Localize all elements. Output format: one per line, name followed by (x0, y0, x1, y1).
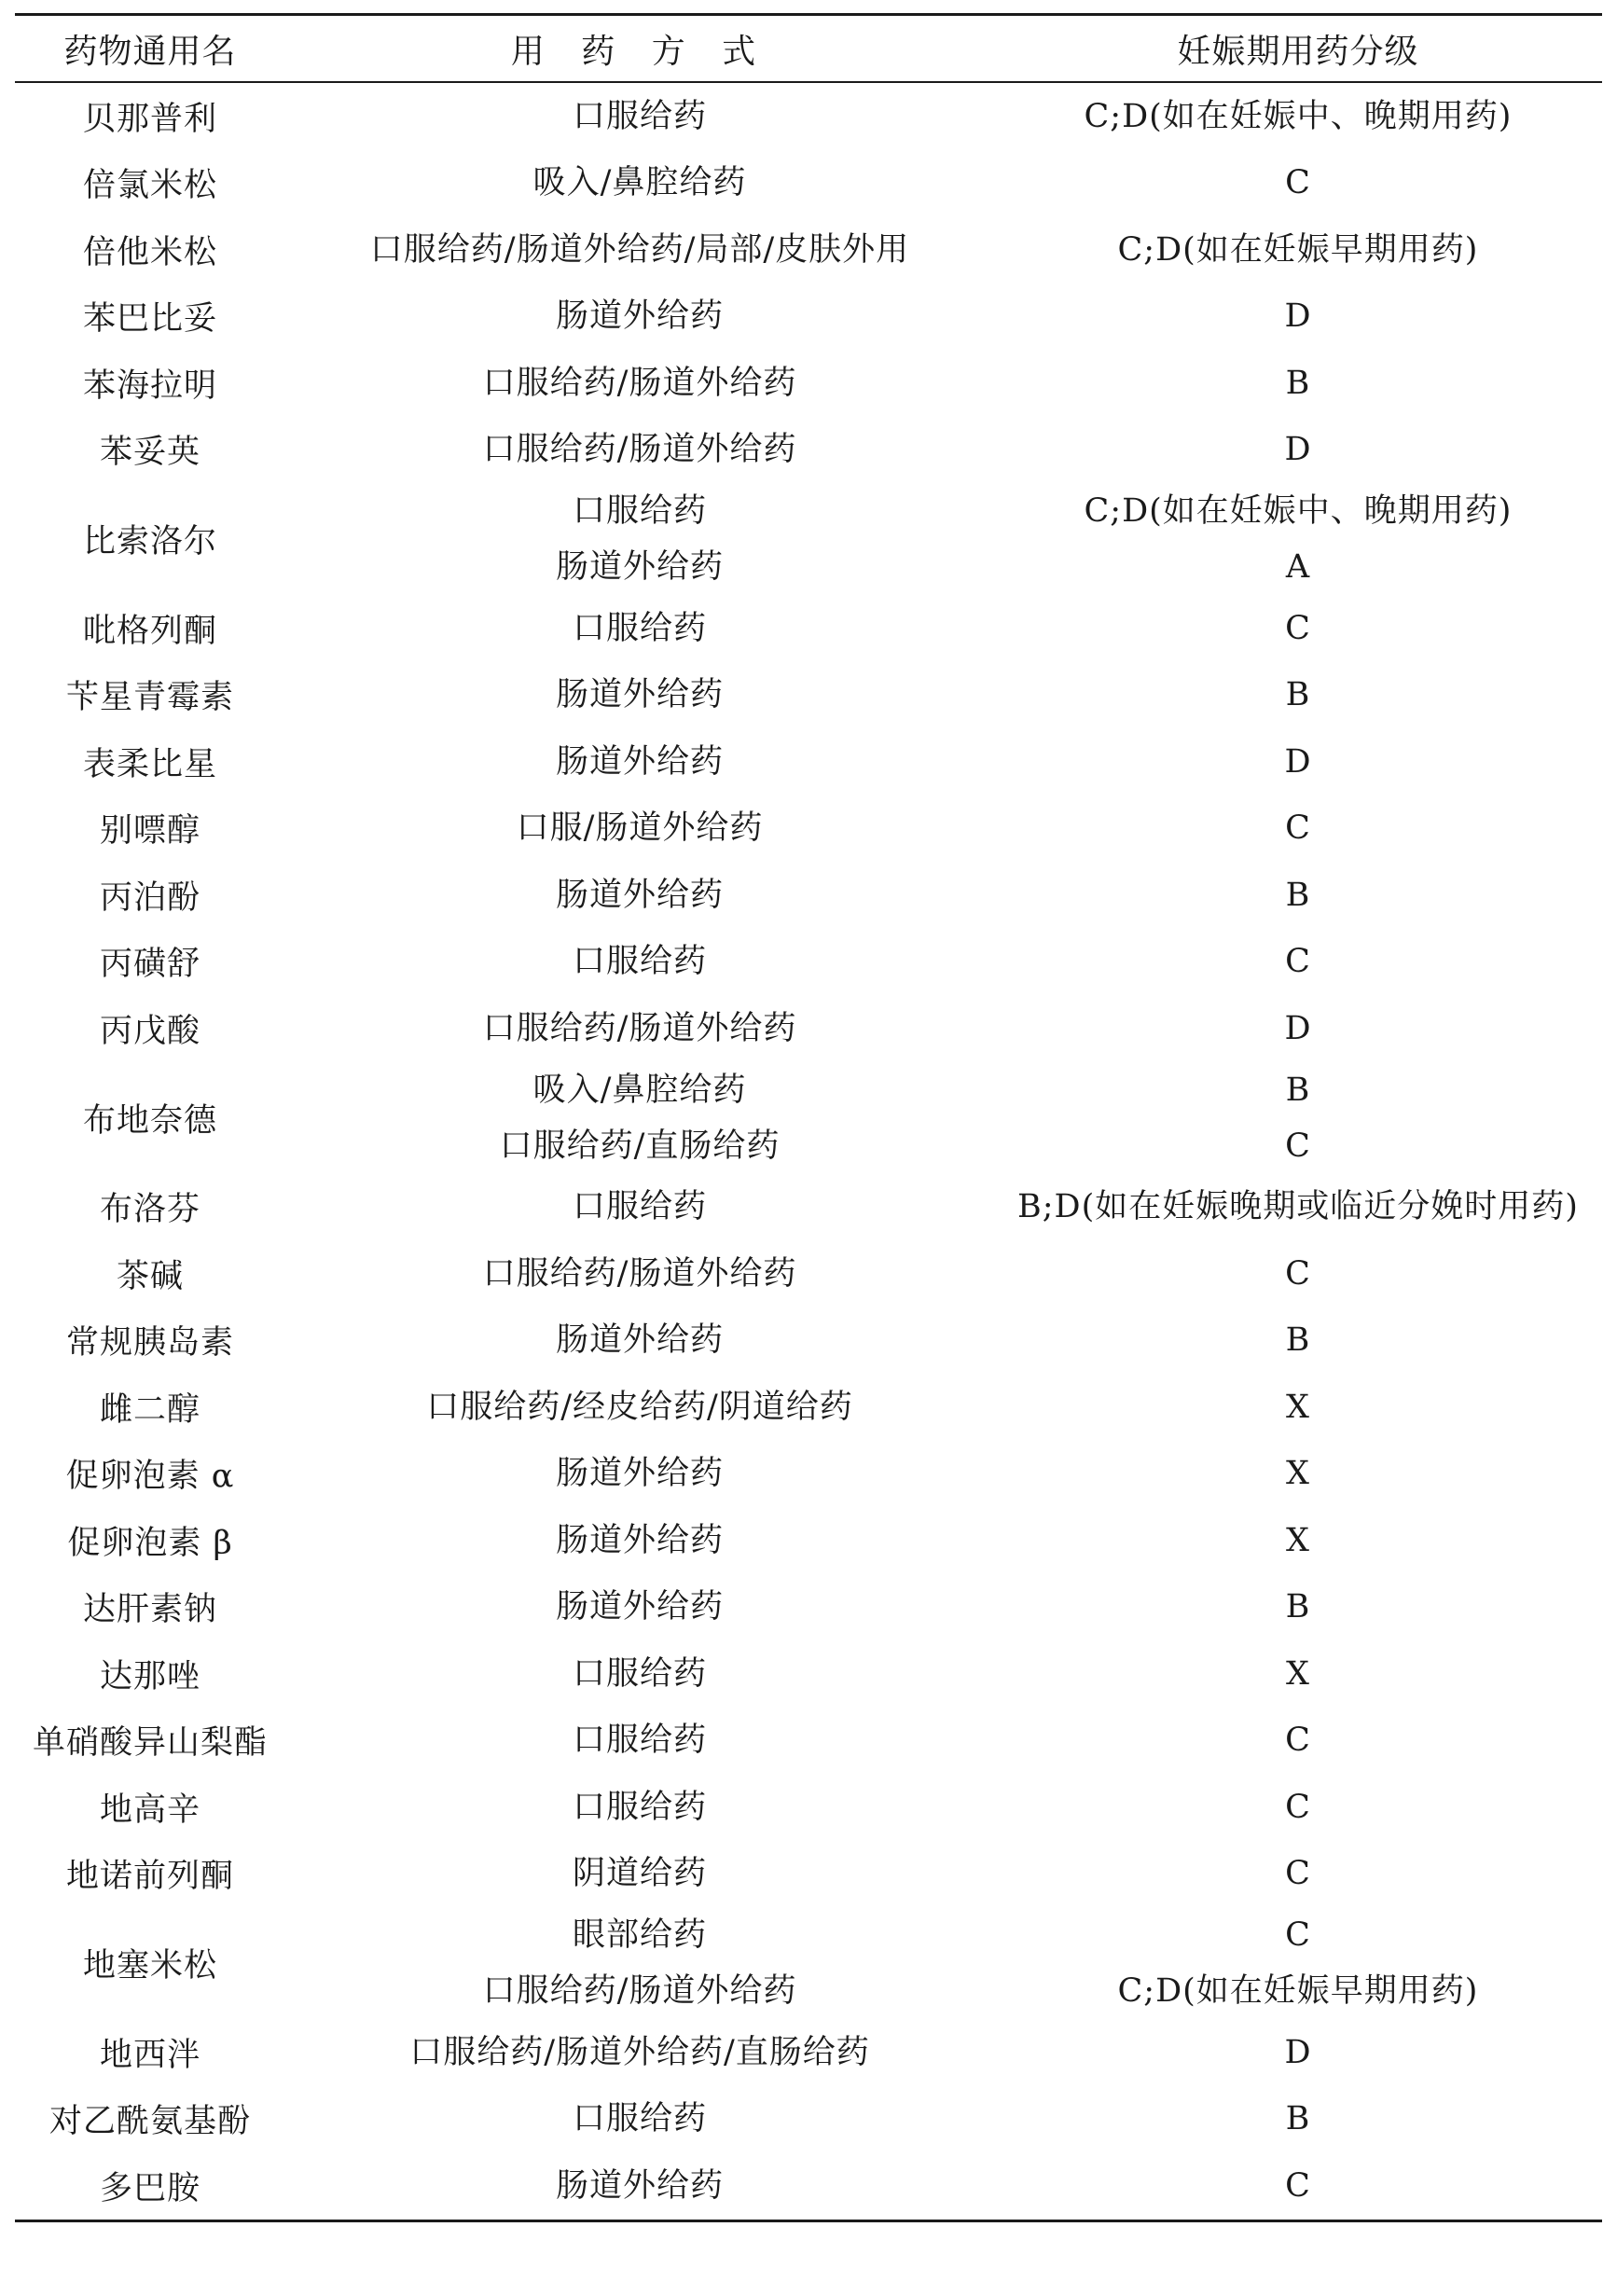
route-text: 口服给药/经皮给药/阴道给药 (426, 1388, 853, 1426)
drug-name-cell: 对乙酰氨基酚 (48, 2103, 251, 2141)
category-text: C (1285, 1855, 1311, 1893)
table-row (15, 417, 1602, 484)
drug-name-cell: 达那唑 (99, 1657, 200, 1695)
route-text: 肠道外给药 (555, 1588, 724, 1626)
pregnancy-category-cell (994, 1441, 1602, 1508)
route-text: 口服给药 (572, 2100, 707, 2138)
drug-name-cell: 丙戊酸 (99, 1012, 200, 1050)
category-text: B;D(如在妊娠晚期或临近分娩时用药) (1017, 1188, 1579, 1226)
category-text: B (1285, 676, 1311, 714)
pregnancy-category-cell (994, 929, 1602, 996)
category-text: D (1284, 742, 1312, 781)
drug-name-cell: 地高辛 (99, 1791, 200, 1829)
table-row (15, 1708, 1602, 1775)
route-cell (285, 929, 994, 996)
route-cell (285, 483, 994, 595)
pregnancy-category-cell (994, 862, 1602, 929)
route-text: 肠道外给药 (555, 297, 724, 336)
route-text: 阴道给药 (572, 1855, 707, 1893)
route-text: 肠道外给药 (555, 742, 724, 781)
route-cell (285, 1374, 994, 1441)
drug-name-cell: 表柔比星 (82, 745, 217, 783)
table-row (15, 795, 1602, 863)
category-text: D (1284, 2033, 1312, 2071)
category-text: C;D(如在妊娠中、晚期用药) (1084, 97, 1513, 135)
route-text: 口服给药 (572, 609, 707, 647)
drug-name-cell: 常规胰岛素 (65, 1324, 234, 1362)
drug-name-cell: 倍氯米松 (82, 167, 217, 205)
pregnancy-category-cell (994, 150, 1602, 217)
category-text: B (1285, 364, 1311, 402)
drug-name-cell: 苯巴比妥 (82, 300, 217, 339)
drug-name-cell: 布地奈德 (82, 1101, 217, 1140)
route-text: 口服给药/肠道外给药 (482, 364, 797, 402)
category-text: X (1286, 1654, 1310, 1693)
pregnancy-category-cell (994, 595, 1602, 662)
table-row (15, 1774, 1602, 1841)
table-row (15, 1907, 1602, 2019)
drug-pregnancy-table (15, 13, 1602, 2222)
table-header-row (15, 15, 1602, 83)
route-text: 吸入/鼻腔给药 (532, 164, 747, 202)
drug-name-cell: 茶碱 (116, 1257, 184, 1295)
route-text: 口服给药/肠道外给药 (482, 1009, 797, 1047)
table-row (15, 862, 1602, 929)
table-row (15, 2152, 1602, 2220)
route-cell (285, 2019, 994, 2086)
pregnancy-category-cell (994, 1841, 1602, 1908)
route-cell (285, 995, 994, 1062)
category-text: D (1284, 1009, 1312, 1047)
route-cell (285, 1907, 994, 2019)
route-text: 眼部给药 (572, 1916, 707, 1954)
pregnancy-category-cell (994, 1907, 1602, 2019)
category-text: X (1286, 1388, 1310, 1426)
drug-name-cell: 苯妥英 (99, 434, 200, 472)
drug-name-cell: 达肝素钠 (82, 1591, 217, 1629)
category-text: A (1285, 548, 1311, 586)
route-cell (285, 1640, 994, 1708)
table-row (15, 82, 1602, 150)
route-text: 肠道外给药 (555, 1455, 724, 1493)
route-cell (285, 1240, 994, 1307)
category-text: B (1285, 2100, 1311, 2138)
route-cell (285, 1841, 994, 1908)
drug-name-cell: 促卵泡素 β (67, 1524, 233, 1562)
drug-name-cell: 别嘌醇 (99, 812, 200, 851)
drug-name-cell: 单硝酸异山梨酯 (32, 1724, 268, 1763)
route-cell (285, 595, 994, 662)
table-row (15, 995, 1602, 1062)
drug-name-cell: 多巴胺 (15, 2152, 285, 2220)
category-text: C (1285, 609, 1311, 647)
table-row (15, 284, 1602, 351)
pregnancy-category-cell (994, 216, 1602, 284)
route-cell (285, 284, 994, 351)
route-text: 口服给药/肠道外给药 (482, 1254, 797, 1293)
category-text: C (1285, 943, 1311, 981)
pregnancy-category-cell (994, 417, 1602, 484)
route-cell (285, 1441, 994, 1508)
table-row (15, 662, 1602, 729)
route-text: 肠道外给药 (555, 1321, 724, 1360)
pregnancy-category-cell (994, 1307, 1602, 1375)
pregnancy-category-cell (994, 2019, 1602, 2086)
table-row (15, 728, 1602, 795)
pregnancy-category-cell (994, 795, 1602, 863)
drug-name-cell: 苄星青霉素 (65, 679, 234, 717)
route-cell (285, 1307, 994, 1375)
route-text: 口服给药 (572, 1788, 707, 1826)
category-text: C (1285, 1254, 1311, 1293)
route-text: 口服给药/肠道外给药 (482, 431, 797, 469)
category-text: C;D(如在妊娠早期用药) (1117, 230, 1479, 269)
category-text: B (1285, 1071, 1311, 1109)
route-cell (285, 150, 994, 217)
route-text: 口服给药 (572, 492, 707, 530)
table-row (15, 1841, 1602, 1908)
route-text: 肠道外给药 (555, 1521, 724, 1559)
pregnancy-category-cell (994, 1708, 1602, 1775)
pregnancy-category-cell (994, 1507, 1602, 1574)
route-cell (285, 1574, 994, 1641)
pregnancy-category-cell (994, 995, 1602, 1062)
header-pregnancy-category: 妊娠期用药分级 (994, 15, 1602, 83)
category-text: X (1286, 1521, 1310, 1559)
route-cell (285, 2152, 994, 2220)
route-cell (285, 1708, 994, 1775)
route-text: 口服给药 (572, 1654, 707, 1693)
table-row (15, 2019, 1602, 2086)
pregnancy-category-cell (994, 1574, 1602, 1641)
category-text: C (1285, 1722, 1311, 1760)
table-row (15, 2086, 1602, 2153)
table-row (15, 150, 1602, 217)
pregnancy-category-cell (994, 1774, 1602, 1841)
drug-name-cell: 倍他米松 (82, 233, 217, 271)
table-row (15, 1240, 1602, 1307)
route-cell (285, 82, 994, 150)
drug-name-cell: 贝那普利 (82, 100, 217, 138)
route-cell (285, 728, 994, 795)
route-text: 口服给药 (572, 1722, 707, 1760)
drug-name-cell: 地西泮 (99, 2036, 200, 2074)
table-row (15, 1507, 1602, 1574)
route-text: 口服给药/肠道外给药/局部/皮肤外用 (369, 230, 910, 269)
pregnancy-category-cell (994, 82, 1602, 150)
route-text: 口服给药 (572, 1188, 707, 1226)
table-row (15, 1574, 1602, 1641)
drug-name-cell: 促卵泡素 α (65, 1458, 235, 1496)
route-cell (285, 2086, 994, 2153)
pregnancy-category-cell (994, 2086, 1602, 2153)
pregnancy-category-cell (994, 2152, 1602, 2220)
table-row (15, 1062, 1602, 1174)
category-text: D (1284, 297, 1312, 336)
category-text: D (1284, 431, 1312, 469)
route-text: 肠道外给药 (555, 876, 724, 914)
drug-name-cell: 比索洛尔 (82, 523, 217, 560)
route-cell (285, 1507, 994, 1574)
pregnancy-category-cell (994, 728, 1602, 795)
drug-name-cell: 苯海拉明 (82, 367, 217, 405)
category-text: C;D(如在妊娠中、晚期用药) (1084, 492, 1513, 530)
category-text: C (1285, 1788, 1311, 1826)
route-text: 口服/肠道外给药 (516, 809, 764, 848)
table-row (15, 595, 1602, 662)
category-text: B (1285, 876, 1311, 914)
route-cell (285, 662, 994, 729)
table-body (15, 82, 1602, 2220)
route-text: 口服给药 (572, 97, 707, 135)
route-text: 肠道外给药 (555, 676, 724, 714)
pregnancy-category-cell (994, 284, 1602, 351)
route-text: 口服给药/肠道外给药/直肠给药 (409, 2033, 870, 2071)
category-text: C (1285, 1916, 1311, 1954)
route-cell (285, 216, 994, 284)
table-row (15, 1307, 1602, 1375)
pregnancy-category-cell (994, 1640, 1602, 1708)
drug-name-cell: 丙泊酚 (99, 878, 200, 917)
route-cell (285, 350, 994, 417)
route-cell (285, 1062, 994, 1174)
route-text: 口服给药/直肠给药 (499, 1127, 781, 1165)
table-row (15, 929, 1602, 996)
drug-name-cell: 丙磺舒 (99, 946, 200, 984)
category-text: X (1286, 1455, 1310, 1493)
route-cell (285, 1174, 994, 1241)
table-row (15, 216, 1602, 284)
route-text: 口服给药/肠道外给药 (482, 1972, 797, 2010)
drug-name-cell: 地诺前列酮 (65, 1858, 234, 1896)
category-text: C;D(如在妊娠早期用药) (1117, 1972, 1479, 2010)
drug-name-cell: 布洛芬 (99, 1191, 200, 1229)
table-row (15, 483, 1602, 595)
table-row (15, 1174, 1602, 1241)
pregnancy-category-cell (994, 662, 1602, 729)
pregnancy-category-cell (994, 1374, 1602, 1441)
pregnancy-category-cell (994, 1062, 1602, 1174)
category-text: C (1285, 1127, 1311, 1165)
header-drug-name: 药物通用名 (15, 15, 285, 83)
route-text: 口服给药 (572, 943, 707, 981)
category-text: B (1285, 1588, 1311, 1626)
route-cell (285, 795, 994, 863)
pregnancy-category-cell (994, 1174, 1602, 1241)
category-text: C (1285, 2166, 1311, 2205)
table-row (15, 1640, 1602, 1708)
pregnancy-category-cell (994, 350, 1602, 417)
pregnancy-category-cell (994, 483, 1602, 595)
route-cell (285, 862, 994, 929)
route-text: 吸入/鼻腔给药 (532, 1071, 747, 1109)
table-row (15, 350, 1602, 417)
header-route: 用 药 方 式 (285, 15, 994, 83)
drug-name-cell: 雌二醇 (99, 1390, 200, 1429)
table-row (15, 1374, 1602, 1441)
route-cell (285, 1774, 994, 1841)
route-text: 肠道外给药 (555, 548, 724, 586)
table-row (15, 1441, 1602, 1508)
drug-name-cell: 地塞米松 (82, 1947, 217, 1985)
route-text: 肠道外给药 (555, 2166, 724, 2205)
pregnancy-category-cell (994, 1240, 1602, 1307)
category-text: C (1285, 164, 1311, 202)
category-text: B (1285, 1321, 1311, 1360)
drug-name-cell: 吡格列酮 (82, 612, 217, 650)
route-cell (285, 417, 994, 484)
category-text: C (1285, 809, 1311, 848)
